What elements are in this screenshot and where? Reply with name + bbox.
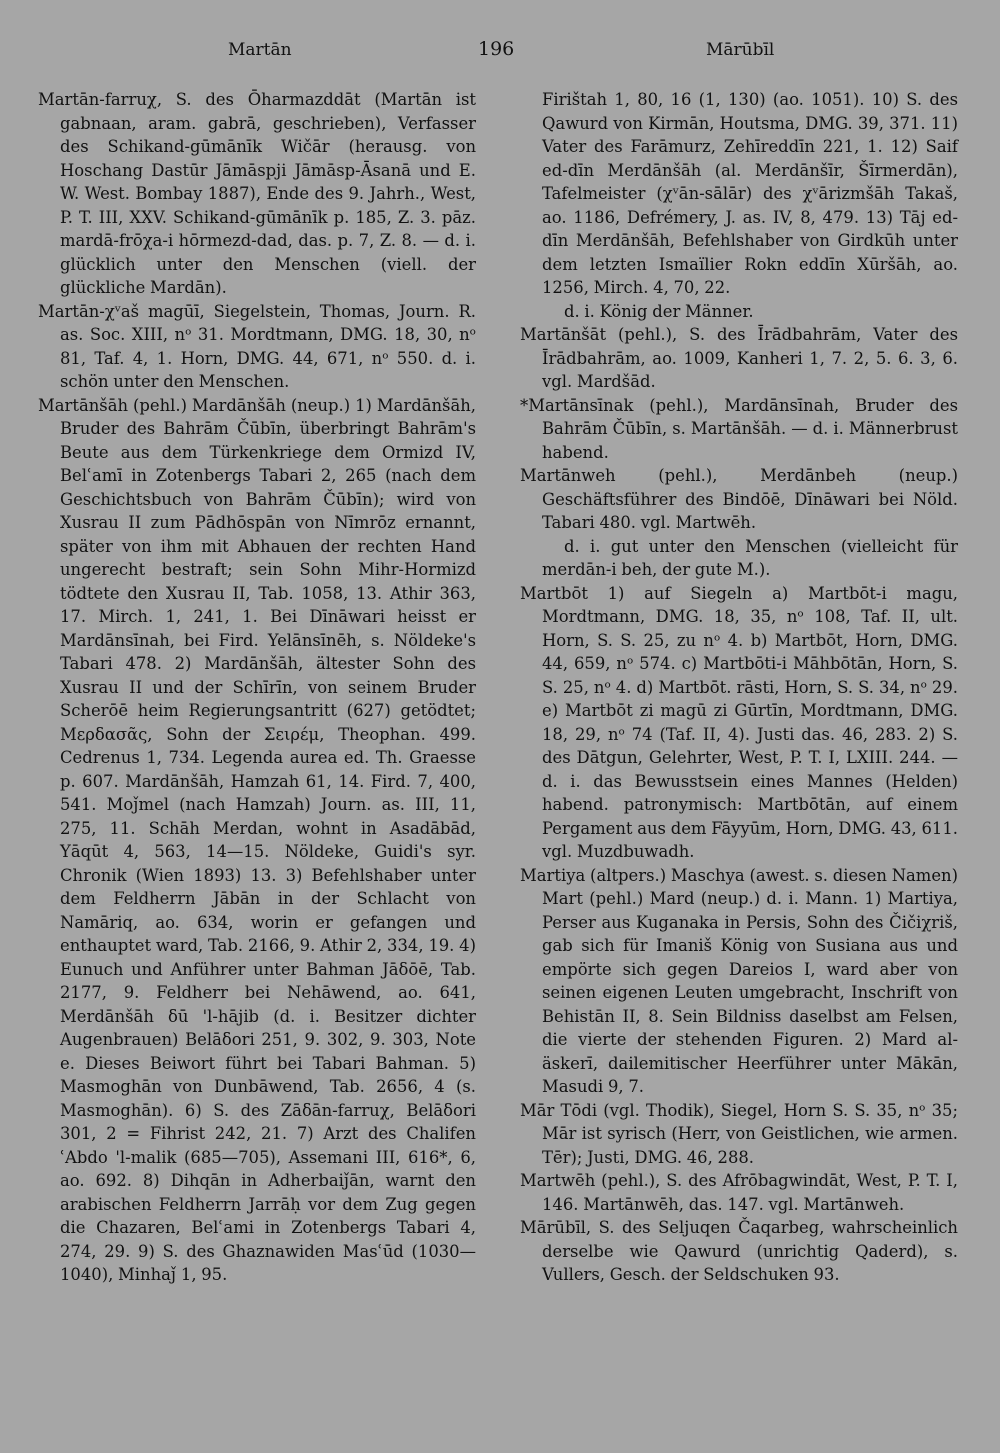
- page-number: 196: [478, 38, 515, 60]
- entry-martan-farrux: Martān-farruχ, S. des Ōharmazddāt (Martān ist gabnaan, aram. gabrā, geschrieben), Verfasser des Schikand-gūmānīk Wičār (herausg. von Hoschang Dastūr Jāmāspji Jāmāsp-Āsanā und E. W. West. Bombay 1887), Ende des 9. Jahrh., West, P. T. III, XXV. Schikand-gūmānīk p. 185, Z. 3. pāz. mardā-frōχa-i hōrmezd-dad, das. p. 7, Z. 8. — d. i. glücklich unter den Menschen (viell. der glückliche Mardān).: [38, 90, 476, 297]
- entry-marubil: Mārūbīl, S. des Seljuqen Čaqarbeg, wahrscheinlich derselbe wie Qawurd (unrichtig Qaderd), s. Vullers, Gesch. der Seldschuken 93.: [520, 1218, 958, 1284]
- entry-martansah-continued: Firištah 1, 80, 16 (1, 130) (ao. 1051). 10) S. des Qawurd von Kirmān, Houtsma, DMG. 39, 371. 11) Vater des Farāmurz, Zehīreddīn 221, 1. 12) Saif ed-dīn Merdānšāh (al. Merdānšīr, Šīrmerdān), Tafelmeister (χᵛān-sālār) des χᵛārizmšāh Takaš, ao. 1186, Defrémery, J. as. IV, 8, 479. 13) Tāj ed-dīn Merdānšāh, Befehlshaber von Girdkūh unter dem letzten Ismaïlier Rokn eddīn Xūršāh, ao. 1256, Mirch. 4, 70, 22.: [542, 90, 958, 297]
- right-column: [520, 88, 958, 1287]
- header-left-keyword: Martān: [228, 40, 292, 60]
- entry-martansinak: *Martānsīnak (pehl.), Mardānsīnah, Bruder des Bahrām Čūbīn, s. Martānšāh. — d. i. Männerbrust habend.: [520, 395, 958, 462]
- entry-martiya: Martiya (altpers.) Maschya (awest. s. diesen Namen) Mart (pehl.) Mard (neup.) d. i. Mann. 1) Martiya, Perser aus Kuganaka in Persis, Sohn des Čičiχriš, gab sich für Imaniš König von Susiana aus und empörte sich gegen Dareios I, ward aber von seinen eigenen Leuten umgebracht, Inschrift von Behistān II, 8. Sein Bildniss daselbst am Felsen, die vierte der stehenden Figuren. 2) Mard al-äskerī, dailemitischer Heerführer unter Mākān, Masudi 9, 7.: [520, 865, 958, 1096]
- entry-mar-todi: Mār Tōdi (vgl. Thodik), Siegel, Horn S. S. 35, nᵒ 35; Mār ist syrisch (Herr, von Geistlichen, wie armen. Tēr); Justi, DMG. 46, 288.: [520, 1100, 958, 1167]
- entry-martan-xas: Martān-χᵛaš magūī, Siegelstein, Thomas, Journ. R. as. Soc. XIII, nᵒ 31. Mordtmann, DMG. 18, 30, nᵒ 81, Taf. 4, 1. Horn, DMG. 44, 671, nᵒ 550. d. i. schön unter den Menschen.: [38, 301, 476, 391]
- entry-martweh: Martwēh (pehl.), S. des Afrōbagwindāt, West, P. T. I, 146. Martānwēh, das. 147. vgl. Martānweh.: [520, 1171, 958, 1214]
- entry-martbot: Martbōt 1) auf Siegeln a) Martbōt-i magu, Mordtmann, DMG. 18, 35, nᵒ 108, Taf. II, ult. Horn, S. S. 25, zu nᵒ 4. b) Martbōt, Horn, DMG. 44, 659, nᵒ 574. c) Martbōti-i Māhbōtān, Horn, S. S. 25, nᵒ 4. d) Martbōt. rāsti, Horn, S. S. 34, nᵒ 29. e) Martbōt zi magū zi Gūrtīn, Mordtmann, DMG. 18, 29, nᵒ 74 (Taf. II, 4). Justi das. 46, 283. 2) S. des Dātgun, Gelehrter, West, P. T. I, LXIII. 244. — d. i. das Bewusstsein eines Mannes (Helden) habend. patronymisch: Martbōtān, auf einem Pergament aus dem Fāyyūm, Horn, DMG. 43, 611. vgl. Muzdbuwadh.: [520, 583, 958, 861]
- running-head: [0, 40, 1000, 66]
- entry-martanweh: Martānweh (pehl.), Merdānbeh (neup.) Geschäftsführer des Bindōē, Dīnāwari bei Nöld. Tabari 480. vgl. Martwēh.: [520, 466, 958, 532]
- left-column: [38, 88, 476, 1287]
- entry-martanweh-meaning: d. i. gut unter den Menschen (vielleicht für merdān-i beh, der gute M.).: [542, 536, 958, 579]
- entry-martansat: Martānšāt (pehl.), S. des Īrādbahrām, Vater des Īrādbahrām, ao. 1009, Kanheri 1, 7. 2, 5. 6. 3, 6. vgl. Mardšād.: [520, 325, 958, 391]
- entry-martansah-meaning: d. i. König der Männer.: [564, 301, 754, 321]
- entry-martansah: Martānšāh (pehl.) Mardānšāh (neup.) 1) Mardānšāh, Bruder des Bahrām Čūbīn, überbringt Bahrām's Beute aus dem Türkenkriege dem Ormizd IV, Belʿamī in Zotenbergs Tabari 2, 265 (nach dem Geschichtsbuch von Bahrām Čūbīn); wird von Xusrau II zum Pādhōspān von Nīmrōz ernannt, später von ihm mit Abhauen der rechten Hand ungerecht bestraft; sein Sohn Mihr-Hormizd tödtete den Xusrau II, Tab. 1058, 13. Athir 363, 17. Mirch. 1, 241, 1. Bei Dīnāwari heisst er Mardānsīnah, bei Fird. Yelānsīnēh, s. Nöldeke's Tabari 478. 2) Mardānšāh, ältester Sohn des Xusrau II und der Schīrīn, von seinem Bruder Scherōē heim Regierungsantritt (627) getödtet; Μερδασᾶς, Sohn der Σειρέμ, Theophan. 499. Cedrenus 1, 734. Legenda aurea ed. Th. Graesse p. 607. Mardānšāh, Hamzah 61, 14. Fird. 7, 400, 541. Moǰmel (nach Hamzah) Journ. as. III, 11, 275, 11. Schāh Merdan, wohnt in Asadābād, Yāqūt 4, 563, 14—15. Nöldeke, Guidi's syr. Chronik (Wien 1893) 13. 3) Befehlshaber unter dem Feldherrn Jābān in der Schlacht von Namāriq, ao. 634, worin er gefangen und enthauptet ward, Tab. 2166, 9. Athir 2, 334, 19. 4) Eunuch und Anführer unter Bahman Jāδōē, Tab. 2177, 9. Feldherr bei Nehāwend, ao. 641, Merdānšāh δū 'l-hājib (d. i. Besitzer dichter Augenbrauen) Belāδori 251, 9. 302, 9. 303, Note e. Dieses Beiwort führt bei Tabari Bahman. 5) Masmoghān von Dunbāwend, Tab. 2656, 4 (s. Masmoghān). 6) S. des Zāδān-farruχ, Belāδori 301, 2 = Fihrist 242, 21. 7) Arzt des Chalifen ʿAbdo 'l-malik (685—705), Assemani III, 616*, 6, ao. 692. 8) Dihqān in Adherbaiǰān, warnt den arabischen Feldherrn Jarrāḥ vor dem Zug gegen die Chazaren, Belʿami in Zotenbergs Tabari 4, 274, 29. 9) S. des Ghaznawiden Masʿūd (1030—1040), Minhaǰ 1, 95.: [38, 395, 476, 1284]
- header-right-keyword: Mārūbīl: [706, 40, 775, 60]
